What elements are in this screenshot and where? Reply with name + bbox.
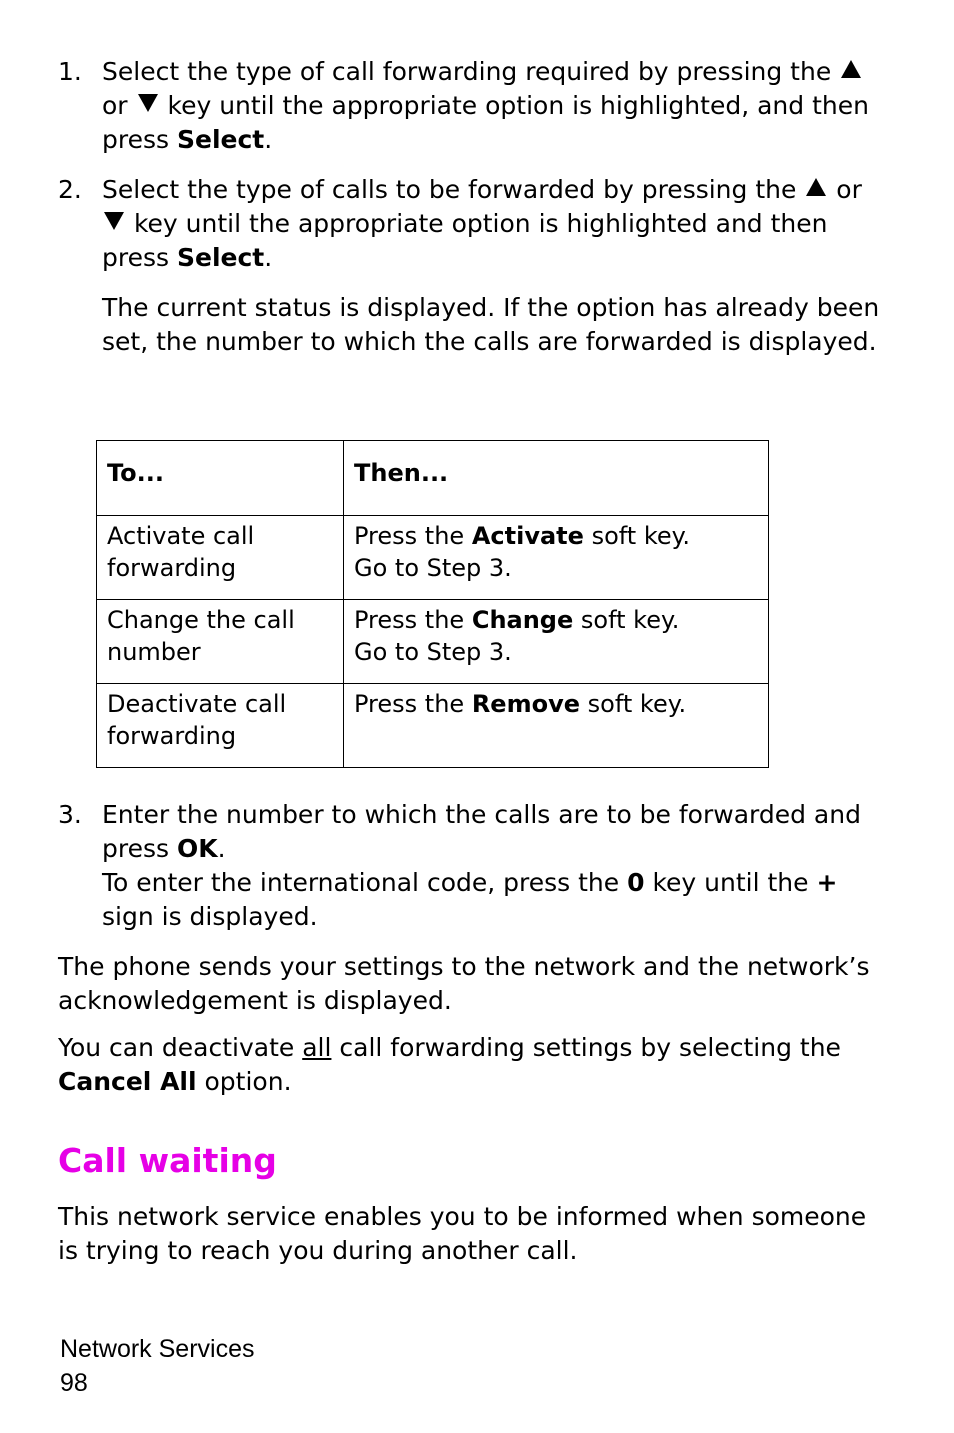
zero-key-label: 0 — [627, 868, 645, 897]
cell-text: Go to Step 3. — [354, 638, 512, 666]
step-1 — [58, 55, 888, 157]
soft-key-label: Change — [471, 606, 574, 634]
down-arrow-icon — [138, 94, 158, 112]
step-text: To enter the international code, press the — [102, 868, 620, 897]
table-row — [97, 600, 769, 684]
table-row — [97, 516, 769, 600]
step-3 — [58, 798, 888, 934]
paragraph-text: call forwarding settings by selecting the — [339, 1033, 841, 1062]
cell-text: soft key. — [587, 690, 687, 718]
acknowledgement-paragraph: The phone sends your settings to the network and the network’s acknowledgement is displayed. — [58, 952, 870, 1015]
step-text: Enter the number to which the calls are to be forwarded and press — [102, 800, 861, 863]
call-waiting-paragraph: This network service enables you to be informed when someone is trying to reach you during another call. — [58, 1202, 867, 1265]
column-header-then: Then... — [344, 441, 769, 516]
paragraph-text: option. — [204, 1067, 292, 1096]
select-key-label: Select — [176, 243, 265, 272]
soft-key-label: Activate — [471, 522, 584, 550]
cell-text: soft key. — [580, 606, 680, 634]
punctuation: . — [264, 125, 273, 154]
table-cell-then — [344, 600, 769, 684]
step-number: 3. — [58, 800, 82, 829]
plus-sign-label: + — [816, 868, 838, 897]
select-key-label: Select — [176, 125, 265, 154]
soft-key-label: Remove — [471, 690, 581, 718]
ok-key-label: OK — [176, 834, 218, 863]
up-arrow-icon — [806, 178, 826, 196]
punctuation: . — [264, 243, 273, 272]
step-text: Select the type of call forwarding required by pressing the — [102, 57, 832, 86]
step-text: Select the type of calls to be forwarded by pressing the — [102, 175, 797, 204]
table-cell-to: Deactivate call forwarding — [97, 684, 344, 768]
cell-text: Go to Step 3. — [354, 554, 512, 582]
options-table — [96, 440, 769, 768]
or-text: or — [102, 91, 128, 120]
footer-section-name: Network Services — [60, 1335, 255, 1363]
status-paragraph: The current status is displayed. If the option has already been set, the number to which the calls are forwarded is displayed. — [102, 293, 880, 356]
cancel-all-paragraph — [58, 1031, 888, 1099]
page-number: 98 — [60, 1369, 88, 1397]
up-arrow-icon — [841, 60, 861, 78]
emphasis-all: all — [302, 1033, 332, 1062]
down-arrow-icon — [104, 212, 124, 230]
punctuation: . — [217, 834, 226, 863]
step-text: key until the appropriate option is highlighted and then press — [102, 209, 828, 272]
step-number: 1. — [58, 57, 82, 86]
column-header-to: To... — [97, 441, 344, 516]
cell-text: Press the — [354, 606, 465, 634]
page-footer — [60, 1332, 255, 1400]
cell-text: soft key. — [591, 522, 691, 550]
cancel-all-option-label: Cancel All — [58, 1067, 197, 1096]
section-heading: Call waiting — [58, 1141, 277, 1180]
step-text: key until the — [652, 868, 809, 897]
paragraph-text: You can deactivate — [58, 1033, 295, 1062]
table-header-row — [97, 441, 769, 516]
table-cell-then — [344, 516, 769, 600]
step-text: sign is displayed. — [102, 902, 318, 931]
table-cell-to: Activate call forwarding — [97, 516, 344, 600]
cell-text: Press the — [354, 522, 465, 550]
cell-text: Press the — [354, 690, 465, 718]
or-text: or — [836, 175, 862, 204]
step-number: 2. — [58, 175, 82, 204]
step-2 — [58, 173, 888, 275]
step-text: key until the appropriate option is highlighted, and then press — [102, 91, 869, 154]
table-cell-to: Change the call number — [97, 600, 344, 684]
table-row — [97, 684, 769, 768]
table-cell-then — [344, 684, 769, 768]
